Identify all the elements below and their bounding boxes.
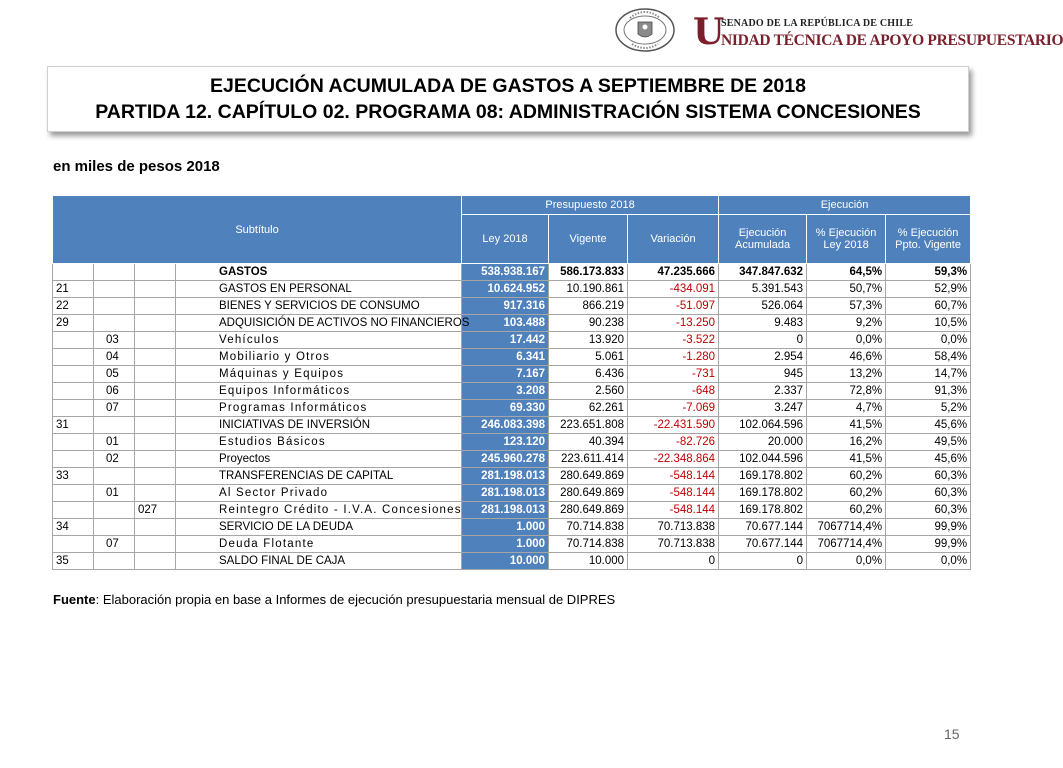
pct-ley-value: 60,2% <box>807 468 886 485</box>
asignacion-code <box>135 434 176 451</box>
ley-value: 3.208 <box>462 383 549 400</box>
table-row <box>53 332 971 349</box>
asignacion-code <box>135 332 176 349</box>
budget-execution-table <box>52 195 971 570</box>
subtitle-code: 34 <box>53 519 94 536</box>
pct-vigente-value: 91,3% <box>886 383 971 400</box>
subtitle-code <box>53 485 94 502</box>
vigente-value: 223.611.414 <box>549 451 628 468</box>
variacion-value: -548.144 <box>628 502 719 519</box>
variacion-value: -22.431.590 <box>628 417 719 434</box>
subtitle-code <box>53 264 94 281</box>
description: Programas Informáticos <box>176 400 462 417</box>
page-number: 15 <box>944 726 960 742</box>
header-subtitulo: Subtítulo <box>53 196 462 264</box>
ejecucion-value: 169.178.802 <box>719 468 807 485</box>
pct-ley-value: 50,7% <box>807 281 886 298</box>
ejecucion-value: 5.391.543 <box>719 281 807 298</box>
pct-ley-value: 0,0% <box>807 332 886 349</box>
description: BIENES Y SERVICIOS DE CONSUMO <box>176 298 462 315</box>
pct-vigente-value: 59,3% <box>886 264 971 281</box>
ejecucion-value: 526.064 <box>719 298 807 315</box>
variacion-value: -731 <box>628 366 719 383</box>
subtitle-code <box>53 349 94 366</box>
table-row <box>53 315 971 332</box>
item-code <box>94 553 135 570</box>
pct-vigente-value: 0,0% <box>886 553 971 570</box>
description: Equipos Informáticos <box>176 383 462 400</box>
pct-vigente-value: 52,9% <box>886 281 971 298</box>
ejecucion-value: 70.677.144 <box>719 536 807 553</box>
table-row <box>53 536 971 553</box>
pct-ley-value: 72,8% <box>807 383 886 400</box>
logo-unit-line: NIDAD TÉCNICA DE APOYO PRESUPUESTARIO <box>721 32 1063 49</box>
ley-value: 246.083.398 <box>462 417 549 434</box>
ejecucion-value: 169.178.802 <box>719 485 807 502</box>
description: Proyectos <box>176 451 462 468</box>
ley-value: 1.000 <box>462 519 549 536</box>
description: TRANSFERENCIAS DE CAPITAL <box>176 468 462 485</box>
header-vigente: Vigente <box>549 215 628 264</box>
pct-ley-value: 60,2% <box>807 502 886 519</box>
description: Reintegro Crédito - I.V.A. Concesiones <box>176 502 462 519</box>
vigente-value: 62.261 <box>549 400 628 417</box>
description: Máquinas y Equipos <box>176 366 462 383</box>
subtitle-code: 35 <box>53 553 94 570</box>
ejecucion-value: 169.178.802 <box>719 502 807 519</box>
item-code <box>94 519 135 536</box>
logo-initial: U <box>693 11 725 53</box>
ejecucion-value: 9.483 <box>719 315 807 332</box>
item-code <box>94 468 135 485</box>
ley-value: 6.341 <box>462 349 549 366</box>
pct-vigente-value: 60,3% <box>886 502 971 519</box>
table-row <box>53 553 971 570</box>
vigente-value: 6.436 <box>549 366 628 383</box>
ley-value: 123.120 <box>462 434 549 451</box>
ejecucion-value: 0 <box>719 553 807 570</box>
table-row <box>53 400 971 417</box>
subtitle-code <box>53 400 94 417</box>
header-ley: Ley 2018 <box>462 215 549 264</box>
utap-logo <box>693 11 1063 54</box>
table-row <box>53 502 971 519</box>
description: SALDO FINAL DE CAJA <box>176 553 462 570</box>
ley-value: 917.316 <box>462 298 549 315</box>
item-code: 05 <box>94 366 135 383</box>
pct-vigente-value: 49,5% <box>886 434 971 451</box>
pct-vigente-value: 10,5% <box>886 315 971 332</box>
ejecucion-value: 70.677.144 <box>719 519 807 536</box>
variacion-value: 47.235.666 <box>628 264 719 281</box>
variacion-value: -13.250 <box>628 315 719 332</box>
ejecucion-value: 2.337 <box>719 383 807 400</box>
units-note: en miles de pesos 2018 <box>53 158 220 175</box>
table-row <box>53 519 971 536</box>
logo-senate-line: SENADO DE LA REPÚBLICA DE CHILE <box>721 18 914 29</box>
ley-value: 10.000 <box>462 553 549 570</box>
vigente-value: 866.219 <box>549 298 628 315</box>
ejecucion-value: 2.954 <box>719 349 807 366</box>
vigente-value: 586.173.833 <box>549 264 628 281</box>
pct-vigente-value: 60,3% <box>886 485 971 502</box>
variacion-value: -434.091 <box>628 281 719 298</box>
description: GASTOS EN PERSONAL <box>176 281 462 298</box>
subtitle-code <box>53 434 94 451</box>
variacion-value: -22.348.864 <box>628 451 719 468</box>
variacion-value: 70.713.838 <box>628 536 719 553</box>
pct-ley-value: 7067714,4% <box>807 536 886 553</box>
pct-ley-value: 57,3% <box>807 298 886 315</box>
pct-vigente-value: 5,2% <box>886 400 971 417</box>
item-code: 02 <box>94 451 135 468</box>
table-row <box>53 451 971 468</box>
table-row <box>53 349 971 366</box>
page-subtitle: PARTIDA 12. CAPÍTULO 02. PROGRAMA 08: ADMINISTRACIÓN SISTEMA CONCESIONES <box>95 101 921 123</box>
subtitle-code <box>53 383 94 400</box>
variacion-value: -51.097 <box>628 298 719 315</box>
ejecucion-value: 20.000 <box>719 434 807 451</box>
pct-ley-value: 41,5% <box>807 451 886 468</box>
vigente-value: 223.651.808 <box>549 417 628 434</box>
subtitle-code <box>53 536 94 553</box>
variacion-value: -82.726 <box>628 434 719 451</box>
item-code <box>94 417 135 434</box>
asignacion-code <box>135 383 176 400</box>
item-code: 04 <box>94 349 135 366</box>
source-note: Fuente: Elaboración propia en base a Informes de ejecución presupuestaria mensual de DIPRES <box>53 592 616 607</box>
description: INICIATIVAS DE INVERSIÓN <box>176 417 462 434</box>
ejecucion-value: 3.247 <box>719 400 807 417</box>
title-box <box>47 66 969 132</box>
subtitle-code <box>53 332 94 349</box>
item-code: 03 <box>94 332 135 349</box>
description: GASTOS <box>176 264 462 281</box>
item-code: 01 <box>94 434 135 451</box>
vigente-value: 40.394 <box>549 434 628 451</box>
asignacion-code: 027 <box>135 502 176 519</box>
table-row <box>53 366 971 383</box>
item-code <box>94 264 135 281</box>
description: SERVICIO DE LA DEUDA <box>176 519 462 536</box>
vigente-value: 90.238 <box>549 315 628 332</box>
ejecucion-value: 0 <box>719 332 807 349</box>
senate-seal-logo <box>614 8 676 52</box>
subtitle-code <box>53 366 94 383</box>
description: Estudios Básicos <box>176 434 462 451</box>
ley-value: 69.330 <box>462 400 549 417</box>
vigente-value: 280.649.869 <box>549 485 628 502</box>
vigente-value: 70.714.838 <box>549 519 628 536</box>
variacion-value: -548.144 <box>628 468 719 485</box>
ley-value: 245.960.278 <box>462 451 549 468</box>
ley-value: 10.624.952 <box>462 281 549 298</box>
pct-vigente-value: 58,4% <box>886 349 971 366</box>
header-ejecucion: Ejecución <box>719 196 971 215</box>
table-row <box>53 298 971 315</box>
pct-vigente-value: 99,9% <box>886 519 971 536</box>
item-code: 01 <box>94 485 135 502</box>
variacion-value: 70.713.838 <box>628 519 719 536</box>
pct-vigente-value: 45,6% <box>886 417 971 434</box>
subtitle-code: 21 <box>53 281 94 298</box>
header-pct-ley: % Ejecución Ley 2018 <box>807 215 886 264</box>
asignacion-code <box>135 519 176 536</box>
pct-ley-value: 9,2% <box>807 315 886 332</box>
ejecucion-value: 102.064.596 <box>719 417 807 434</box>
subtitle-code: 33 <box>53 468 94 485</box>
variacion-value: -3.522 <box>628 332 719 349</box>
ley-value: 538.938.167 <box>462 264 549 281</box>
ejecucion-value: 945 <box>719 366 807 383</box>
vigente-value: 280.649.869 <box>549 468 628 485</box>
subtitle-code: 29 <box>53 315 94 332</box>
pct-ley-value: 13,2% <box>807 366 886 383</box>
table-row <box>53 264 971 281</box>
description: Vehículos <box>176 332 462 349</box>
pct-vigente-value: 14,7% <box>886 366 971 383</box>
asignacion-code <box>135 468 176 485</box>
ejecucion-value: 102.044.596 <box>719 451 807 468</box>
asignacion-code <box>135 315 176 332</box>
vigente-value: 5.061 <box>549 349 628 366</box>
description: ADQUISICIÓN DE ACTIVOS NO FINANCIEROS <box>176 315 462 332</box>
pct-ley-value: 16,2% <box>807 434 886 451</box>
asignacion-code <box>135 536 176 553</box>
pct-vigente-value: 0,0% <box>886 332 971 349</box>
subtitle-code: 31 <box>53 417 94 434</box>
item-code <box>94 281 135 298</box>
ley-value: 281.198.013 <box>462 468 549 485</box>
asignacion-code <box>135 281 176 298</box>
header-pct-vigente: % Ejecución Ppto. Vigente <box>886 215 971 264</box>
vigente-value: 2.560 <box>549 383 628 400</box>
table-row <box>53 417 971 434</box>
description: Deuda Flotante <box>176 536 462 553</box>
variacion-value: -1.280 <box>628 349 719 366</box>
description: Al Sector Privado <box>176 485 462 502</box>
variacion-value: -548.144 <box>628 485 719 502</box>
item-code: 06 <box>94 383 135 400</box>
vigente-value: 13.920 <box>549 332 628 349</box>
subtitle-code <box>53 451 94 468</box>
asignacion-code <box>135 417 176 434</box>
ley-value: 281.198.013 <box>462 485 549 502</box>
ley-value: 103.488 <box>462 315 549 332</box>
pct-ley-value: 41,5% <box>807 417 886 434</box>
header-presupuesto: Presupuesto 2018 <box>462 196 719 215</box>
variacion-value: 0 <box>628 553 719 570</box>
variacion-value: -648 <box>628 383 719 400</box>
ley-value: 17.442 <box>462 332 549 349</box>
vigente-value: 10.000 <box>549 553 628 570</box>
asignacion-code <box>135 298 176 315</box>
description: Mobiliario y Otros <box>176 349 462 366</box>
pct-vigente-value: 60,7% <box>886 298 971 315</box>
subtitle-code: 22 <box>53 298 94 315</box>
item-code <box>94 502 135 519</box>
asignacion-code <box>135 485 176 502</box>
table-row <box>53 485 971 502</box>
asignacion-code <box>135 553 176 570</box>
pct-ley-value: 60,2% <box>807 485 886 502</box>
asignacion-code <box>135 264 176 281</box>
ley-value: 7.167 <box>462 366 549 383</box>
pct-vigente-value: 99,9% <box>886 536 971 553</box>
ley-value: 1.000 <box>462 536 549 553</box>
pct-ley-value: 46,6% <box>807 349 886 366</box>
header-ejecucion-acumulada: Ejecución Acumulada <box>719 215 807 264</box>
subtitle-code <box>53 502 94 519</box>
item-code: 07 <box>94 536 135 553</box>
header-variacion: Variación <box>628 215 719 264</box>
item-code <box>94 315 135 332</box>
vigente-value: 280.649.869 <box>549 502 628 519</box>
pct-ley-value: 7067714,4% <box>807 519 886 536</box>
vigente-value: 10.190.861 <box>549 281 628 298</box>
ejecucion-value: 347.847.632 <box>719 264 807 281</box>
table-row <box>53 281 971 298</box>
ley-value: 281.198.013 <box>462 502 549 519</box>
table-row <box>53 434 971 451</box>
item-code <box>94 298 135 315</box>
pct-ley-value: 4,7% <box>807 400 886 417</box>
asignacion-code <box>135 366 176 383</box>
pct-vigente-value: 60,3% <box>886 468 971 485</box>
asignacion-code <box>135 451 176 468</box>
asignacion-code <box>135 349 176 366</box>
page-title: EJECUCIÓN ACUMULADA DE GASTOS A SEPTIEMBRE DE 2018 <box>210 75 806 97</box>
variacion-value: -7.069 <box>628 400 719 417</box>
vigente-value: 70.714.838 <box>549 536 628 553</box>
table-row <box>53 383 971 400</box>
table-row <box>53 468 971 485</box>
pct-vigente-value: 45,6% <box>886 451 971 468</box>
asignacion-code <box>135 400 176 417</box>
item-code: 07 <box>94 400 135 417</box>
pct-ley-value: 64,5% <box>807 264 886 281</box>
pct-ley-value: 0,0% <box>807 553 886 570</box>
